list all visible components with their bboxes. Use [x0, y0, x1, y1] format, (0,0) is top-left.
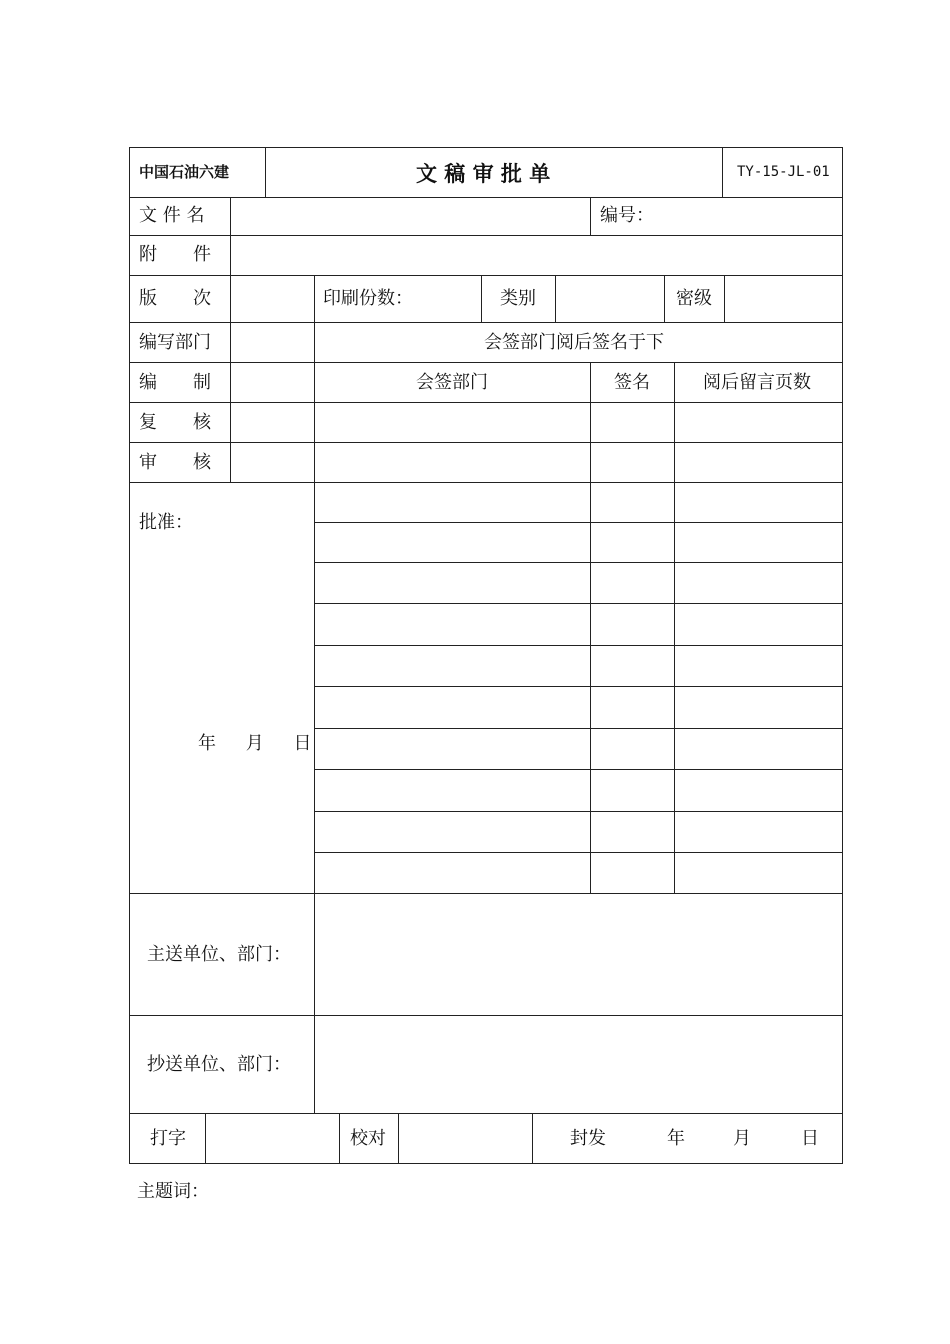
comment-column-divider [674, 362, 675, 893]
row-line-3 [129, 275, 843, 276]
copies-divider [481, 275, 482, 322]
keywords-label: 主题词： [137, 1181, 209, 1202]
number-divider [590, 197, 591, 235]
header-divider-2 [722, 147, 723, 197]
row-line-5 [129, 362, 843, 363]
approve-label: 批准： [139, 512, 193, 533]
issue-year: 年 [667, 1128, 685, 1149]
signature-column-divider [590, 362, 591, 893]
typing-divider-2 [339, 1113, 340, 1163]
table-border-bottom [129, 1163, 843, 1164]
typing-label: 打字 [150, 1128, 186, 1149]
audit-label: 审 核 [139, 452, 211, 473]
compile-field[interactable] [232, 364, 312, 401]
copy-send-field[interactable] [316, 1017, 840, 1112]
row-line-main-send [129, 893, 843, 894]
sign-line-7 [314, 769, 843, 770]
issue-month: 月 [733, 1128, 751, 1149]
secrecy-divider [724, 275, 725, 322]
countersign-dept-header: 会签部门 [416, 372, 488, 393]
compile-label: 编 制 [139, 372, 211, 393]
sign-line-6 [314, 728, 843, 729]
file-name-field[interactable] [232, 199, 588, 234]
sign-line-2 [314, 562, 843, 563]
edition-field[interactable] [232, 277, 312, 321]
file-name-label: 文 件 名 [139, 205, 205, 226]
number-label: 编号： [600, 205, 654, 226]
review-label: 复 核 [139, 412, 211, 433]
secrecy-field[interactable] [726, 277, 840, 321]
issue-day: 日 [801, 1128, 819, 1149]
sign-line-1 [314, 522, 843, 523]
review-field[interactable] [232, 404, 312, 441]
comment-pages-header: 阅后留言页数 [703, 372, 811, 393]
signature-header: 签名 [614, 372, 650, 393]
number-field[interactable] [652, 199, 840, 234]
row-line-6 [129, 402, 843, 403]
attachment-field[interactable] [232, 237, 840, 274]
print-copies-label: 印刷份数： [323, 288, 413, 309]
category-label: 类别 [500, 288, 536, 309]
sign-line-3 [314, 603, 843, 604]
audit-field[interactable] [232, 444, 312, 481]
edition-label: 版 次 [139, 288, 211, 309]
main-send-field[interactable] [316, 895, 840, 1014]
sign-line-9 [314, 852, 843, 853]
approve-date: 年 月 日 [198, 733, 312, 754]
table-border-right [842, 147, 843, 1164]
row-line-1 [129, 197, 843, 198]
sign-line-5 [314, 686, 843, 687]
copy-send-label: 抄送单位、部门： [147, 1054, 291, 1075]
row-line-copy-send [129, 1015, 843, 1016]
typing-field[interactable] [207, 1115, 337, 1162]
typing-divider-1 [205, 1113, 206, 1163]
proofread-field[interactable] [400, 1115, 530, 1162]
main-send-label: 主送单位、部门： [147, 944, 291, 965]
keywords-field[interactable] [212, 1177, 842, 1207]
row-line-2 [129, 235, 843, 236]
attachment-label: 附 件 [139, 244, 211, 265]
table-border-left [129, 147, 130, 1164]
writing-dept-field[interactable] [232, 324, 312, 361]
category-divider [555, 275, 556, 322]
row-line-4 [129, 322, 843, 323]
label-column-divider [230, 197, 231, 482]
writing-dept-label: 编写部门 [139, 332, 211, 353]
table-border-top [129, 147, 843, 148]
row-line-7 [129, 442, 843, 443]
header-divider-1 [265, 147, 266, 197]
typing-divider-3 [398, 1113, 399, 1163]
sign-line-8 [314, 811, 843, 812]
row-line-typing [129, 1113, 843, 1114]
left-block-divider-upper [314, 275, 315, 322]
form-code: TY-15-JL-01 [737, 164, 830, 180]
approve-field[interactable] [131, 540, 312, 720]
left-block-divider-lower [314, 322, 315, 1113]
proofread-label: 校对 [350, 1128, 386, 1149]
category-field[interactable] [557, 277, 662, 321]
row-line-8 [129, 482, 843, 483]
countersign-note: 会签部门阅后签名于下 [484, 332, 664, 353]
company-name: 中国石油六建 [139, 163, 230, 181]
category-value-divider [664, 275, 665, 322]
typing-divider-4 [532, 1113, 533, 1163]
secrecy-label: 密级 [676, 288, 712, 309]
form-title: 文 稿 审 批 单 [416, 161, 551, 186]
issue-label: 封发 [570, 1128, 606, 1149]
sign-line-4 [314, 645, 843, 646]
